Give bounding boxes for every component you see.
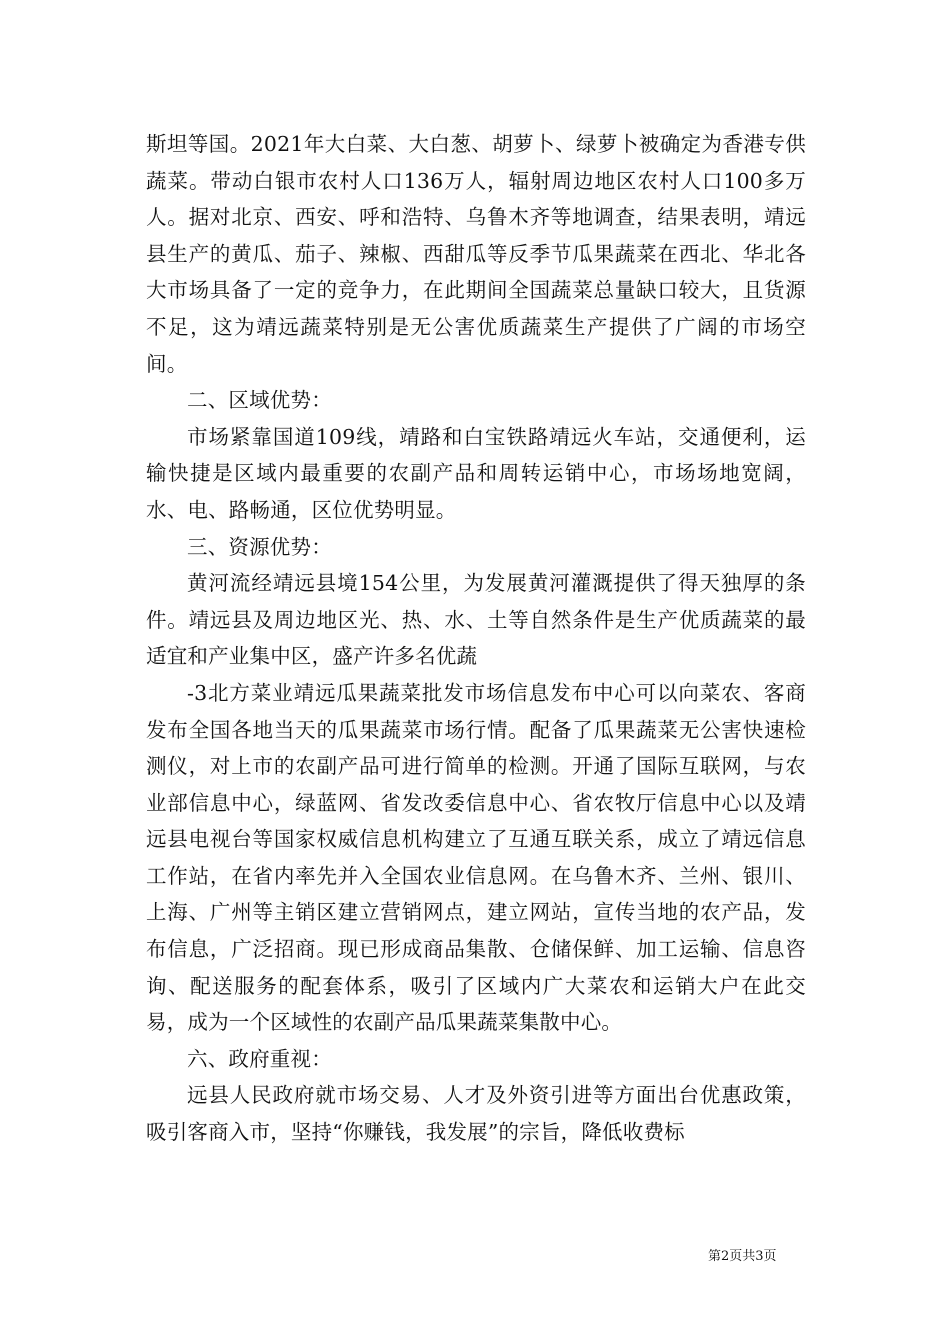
paragraph-intro: 斯坦等国。2021年大白菜、大白葱、胡萝卜、绿萝卜被确定为香港专供蔬菜。带动白银市农村人口136万人，辐射周边地区农村人口100多万人。据对北京、西安、呼和浩特、乌鲁木齐等地调查，结果表明，靖远县生产的黄瓜、茄子、辣椒、西甜瓜等反季节瓜果蔬菜在西北、华北各大市场具备了一定的竞争力，在此期间全国蔬菜总量缺口较大，且货源不足，这为靖远蔬菜特别是无公害优质蔬菜生产提供了广阔的市场空间。	[146, 132, 806, 376]
heading-regional-advantage: 二、区域优势：	[187, 388, 332, 413]
document-body	[146, 126, 806, 1151]
paragraph-government-support: 远县人民政府就市场交易、人才及外资引进等方面出台优惠政策，吸引客商入市，坚持“你赚钱，我发展”的宗旨，降低收费标	[146, 1083, 806, 1145]
paragraph-regional-advantage: 市场紧靠国道109线，靖路和白宝铁路靖远火车站，交通便利，运输快捷是区域内最重要的农副产品和周转运销中心，市场场地宽阔，水、电、路畅通，区位优势明显。	[146, 424, 806, 522]
paragraph-information-center: -3北方菜业靖远瓜果蔬菜批发市场信息发布中心可以向菜农、客商发布全国各地当天的瓜果蔬菜市场行情。配备了瓜果蔬菜无公害快速检测仪，对上市的农副产品可进行简单的检测。开通了国际互联网，与农业部信息中心，绿蓝网、省发改委信息中心、省农牧厅信息中心以及靖远县电视台等国家权威信息机构建立了互通互联关系，成立了靖远信息工作站，在省内率先并入全国农业信息网。在乌鲁木齐、兰州、银川、上海、广州等主销区建立营销网点，建立网站，宣传当地的农产品，发布信息，广泛招商。现已形成商品集散、仓储保鲜、加工运输、信息咨询、配送服务的配套体系，吸引了区域内广大菜农和运销大户在此交易，成为一个区域性的农副产品瓜果蔬菜集散中心。	[146, 680, 806, 1035]
heading-government-support: 六、政府重视：	[187, 1046, 332, 1071]
heading-resource-advantage: 三、资源优势：	[187, 534, 332, 559]
paragraph-resource-advantage: 黄河流经靖远县境154公里，为发展黄河灌溉提供了得天独厚的条件。靖远县及周边地区光、热、水、土等自然条件是生产优质蔬菜的最适宜和产业集中区，盛产许多名优蔬	[146, 571, 806, 669]
page-number: 第2页共3页	[708, 1249, 777, 1264]
